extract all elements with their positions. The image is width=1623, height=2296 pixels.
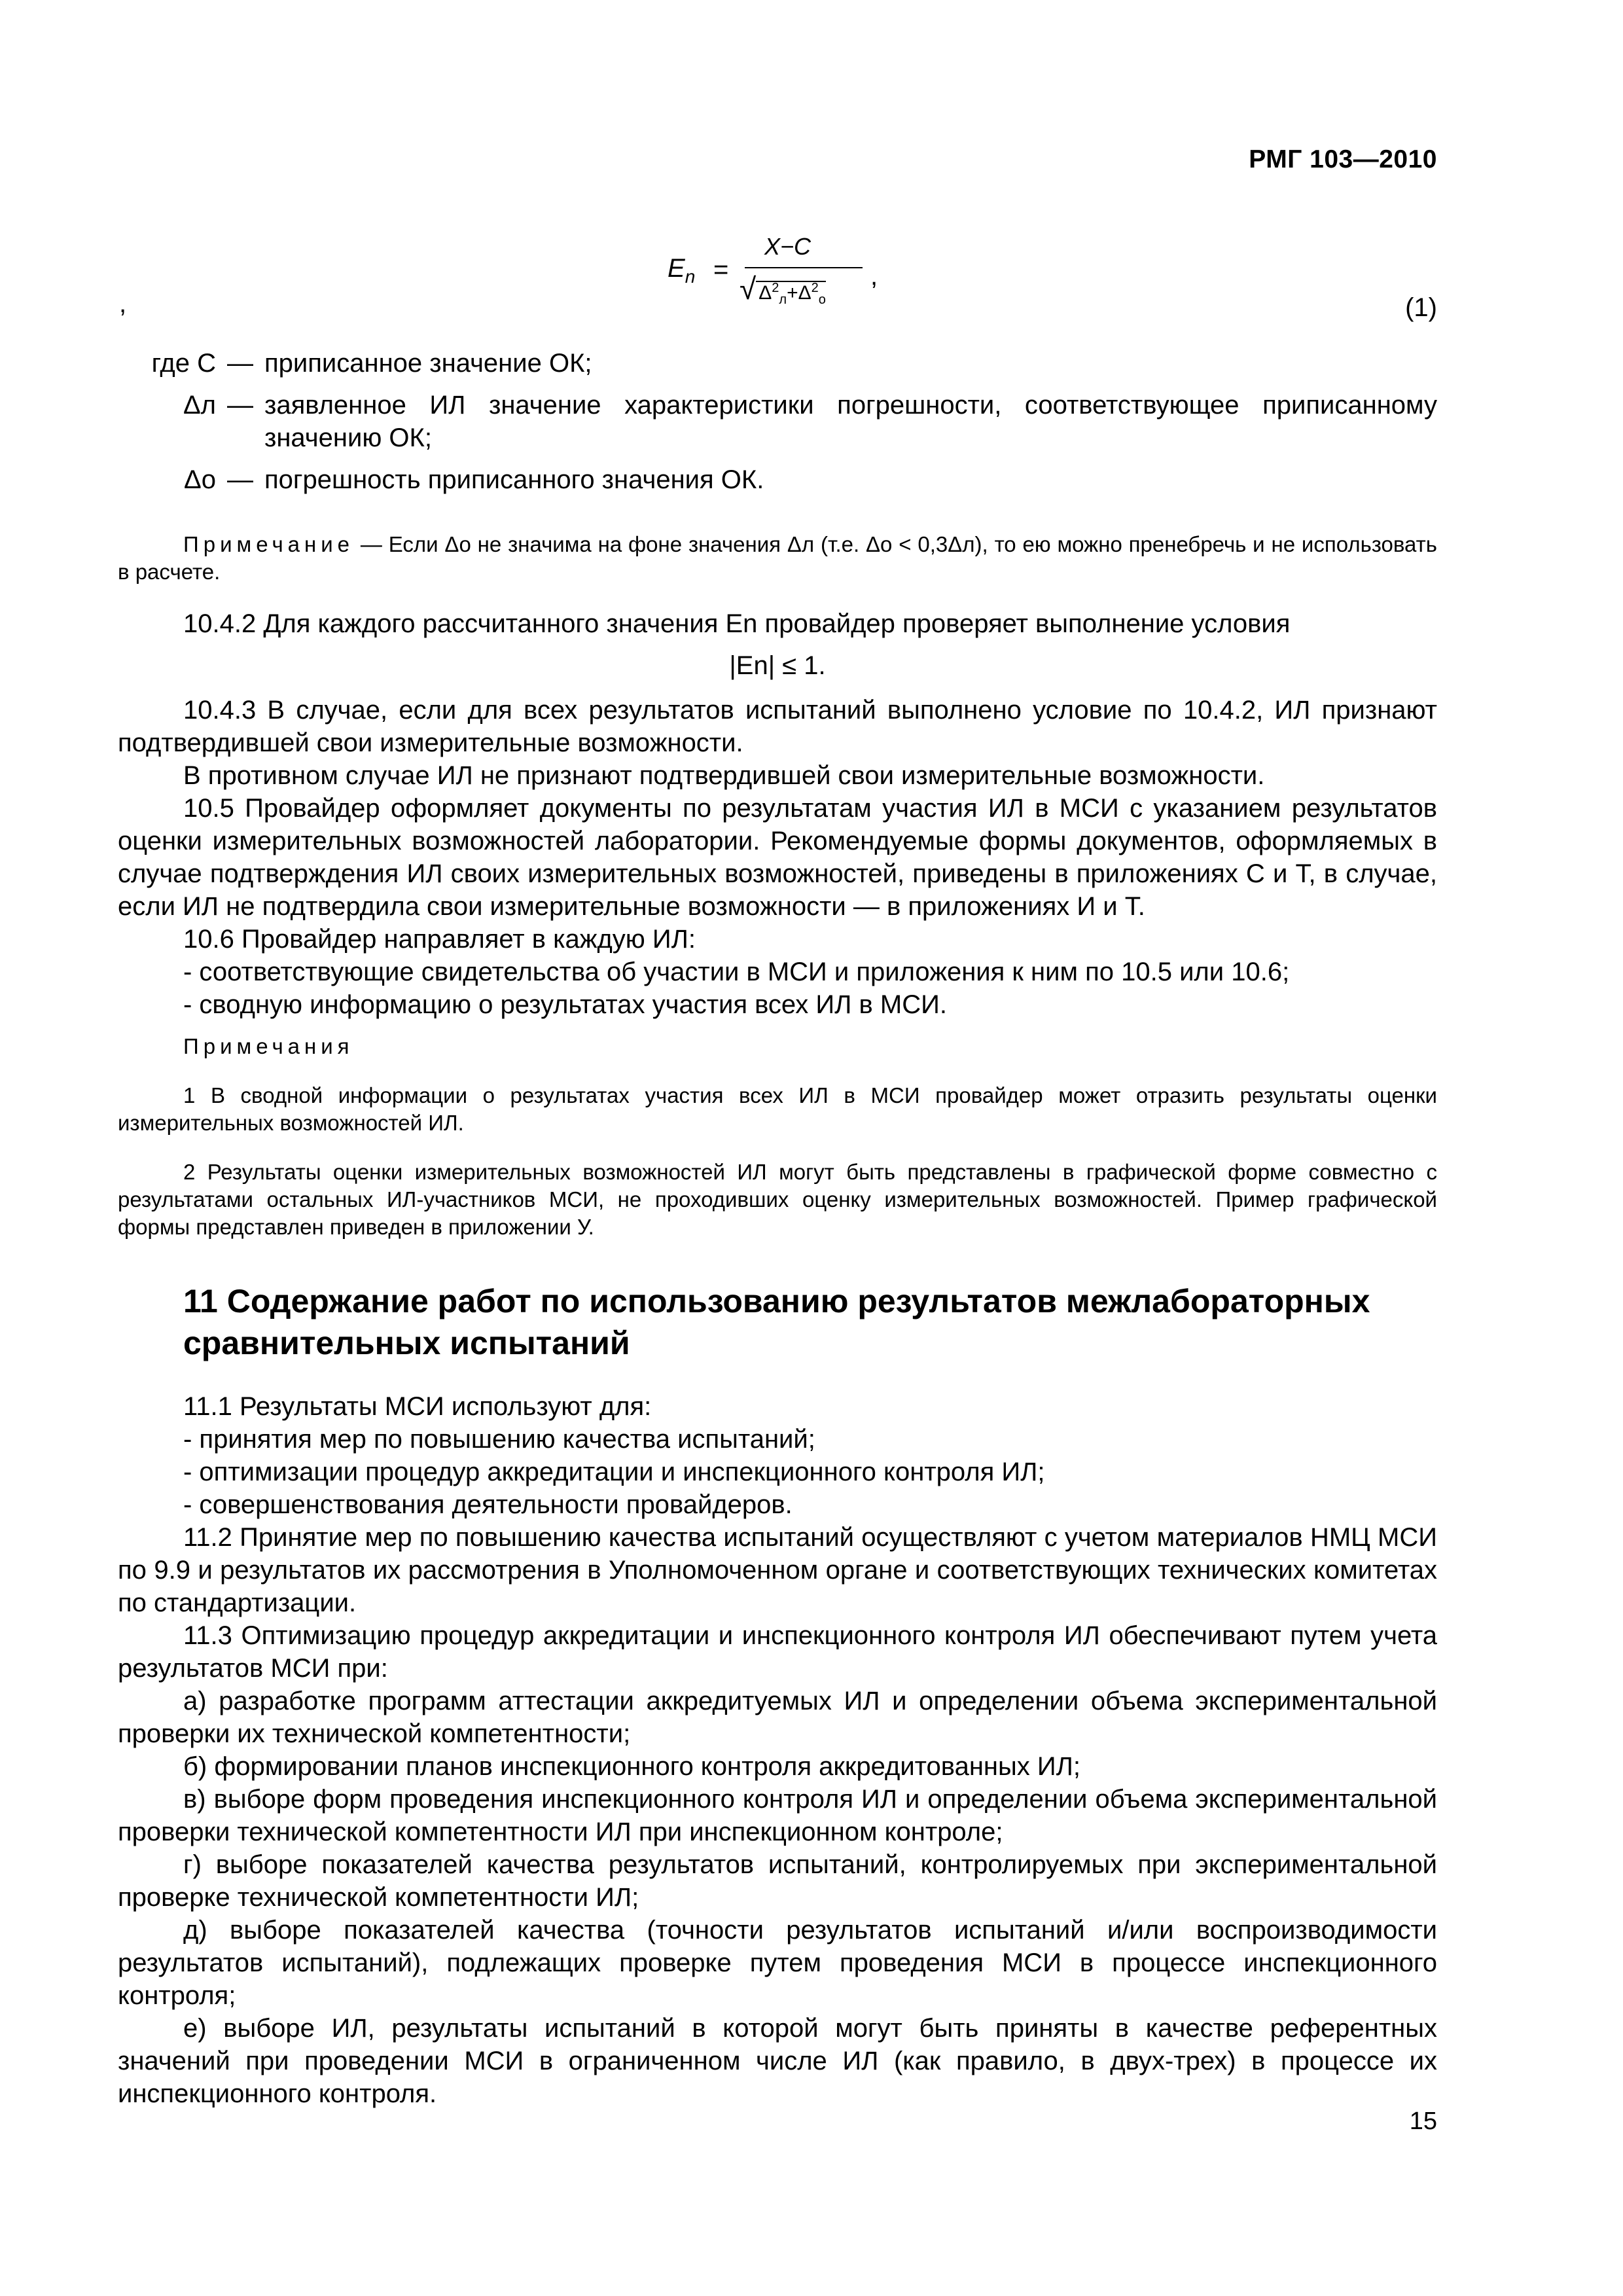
list-item: - оптимизации процедур аккредитации и инспекционного контроля ИЛ; bbox=[183, 1458, 1045, 1486]
condition-en: |En| ≤ 1. bbox=[729, 651, 826, 680]
para-11-3: 11.3 Оптимизацию процедур аккредитации и инспекционного контроля ИЛ обеспечивают путем учета результатов МСИ при: bbox=[118, 1621, 1437, 1683]
notes-label: Примечания bbox=[183, 1034, 354, 1058]
list-item: - сводную информацию о результатах участия всех ИЛ в МСИ. bbox=[183, 990, 947, 1019]
definition-dash: — bbox=[227, 465, 253, 494]
definition-item bbox=[118, 389, 1437, 454]
note-item: 1 В сводной информации о результатах участия всех ИЛ в МСИ провайдер может отразить результаты оценки измерительных возможностей ИЛ. bbox=[118, 1083, 1437, 1135]
body-upper bbox=[118, 509, 1437, 2110]
list-item: д) выборе показателей качества (точности результатов испытаний и/или воспроизводимости результатов испытаний), подлежащих проверке путем проведения МСИ в процессе инспекционного контроля; bbox=[118, 1916, 1437, 2010]
definition-text: погрешность приписанного значения ОК. bbox=[264, 465, 764, 494]
formula-trail-comma: , bbox=[870, 262, 878, 291]
list-item: - принятия мер по повышению качества испытаний; bbox=[183, 1425, 815, 1454]
equation-number: (1) bbox=[1405, 293, 1437, 322]
para-else: В противном случае ИЛ не признают подтвердившей свои измерительные возможности. bbox=[183, 761, 1265, 790]
para-11-1: 11.1 Результаты МСИ используют для: bbox=[183, 1392, 652, 1421]
list-item: в) выборе форм проведения инспекционного контроля ИЛ и определении объема экспериментальной проверки технической компетентности ИЛ при инспекционном контроле; bbox=[118, 1785, 1437, 1846]
list-item: - соответствующие свидетельства об участии в МСИ и приложения к ним по 10.5 или 10.6; bbox=[183, 958, 1290, 986]
para-10-5: 10.5 Провайдер оформляет документы по результатам участия ИЛ в МСИ с указанием результатов оценки измерительных возможностей лаборатории. Рекомендуемые формы документов, оформляемых в случае подтверждения ИЛ своих измерительных возможностей, приведены в приложениях С и Т, в случае, если ИЛ не подтвердила свои измерительные возможности — в приложениях И и Т. bbox=[118, 794, 1437, 921]
section-heading-line: 11 Содержание работ по использованию результатов межлабораторных bbox=[183, 1283, 1370, 1319]
note-label: Примечание bbox=[183, 532, 355, 556]
definition-item bbox=[118, 463, 1437, 496]
note-item: 2 Результаты оценки измерительных возможностей ИЛ могут быть представлены в графической форме совместно с результатами остальных ИЛ-участников МСИ, не проходивших оценку измерительных возможностей. Пример графической формы представлен приведен в приложении У. bbox=[118, 1160, 1437, 1239]
list-item: е) выборе ИЛ, результаты испытаний в которой могут быть приняты в качестве референтных значений при проведении МСИ в ограниченном числе ИЛ (как правило, в двух-трех) в процессе их инспекционного контроля. bbox=[118, 2014, 1437, 2108]
definition-symbol: где C bbox=[151, 349, 216, 378]
formula-lead-comma: , bbox=[119, 289, 127, 318]
document-id-header: РМГ 103—2010 bbox=[1249, 145, 1437, 173]
note-text: — Если Δо не значима на фоне значения Δл (т.е. Δо < 0,3Δл), то ею можно пренебречь и не использовать в расчете. bbox=[118, 532, 1437, 584]
formula-en bbox=[668, 233, 942, 325]
definition-symbol: Δо bbox=[184, 465, 216, 494]
list-item: б) формировании планов инспекционного контроля аккредитованных ИЛ; bbox=[183, 1752, 1080, 1781]
formula-denominator: √ $\Delta^2_л+\Delta^2_о$ bbox=[740, 272, 826, 307]
para-10-6: 10.6 Провайдер направляет в каждую ИЛ: bbox=[183, 925, 696, 954]
para-10-4-2: 10.4.2 Для каждого рассчитанного значения En провайдер проверяет выполнение условия bbox=[183, 609, 1291, 638]
para-11-2: 11.2 Принятие мер по повышению качества испытаний осуществляют с учетом материалов НМЦ МСИ по 9.9 и результатов их рассмотрения в Уполномоченном органе и соответствующих технических комитетах по стандартизации. bbox=[118, 1523, 1437, 1617]
formula-lhs: $E_n$ bbox=[668, 254, 696, 287]
note-1 bbox=[118, 531, 1437, 586]
definition-text: приписанное значение ОК; bbox=[264, 349, 592, 378]
list-item: г) выборе показателей качества результатов испытаний, контролируемых при экспериментальной проверке технической компетентности ИЛ; bbox=[118, 1850, 1437, 1912]
section-11-heading bbox=[183, 1280, 1427, 1364]
section-heading-line: сравнительных испытаний bbox=[183, 1325, 630, 1361]
page-number: 15 bbox=[1409, 2108, 1437, 2135]
list-item: а) разработке программ аттестации аккредитуемых ИЛ и определении объема экспериментальной проверки их технической компетентности; bbox=[118, 1687, 1437, 1748]
definition-symbol: Δл bbox=[183, 391, 216, 420]
definition-dash: — bbox=[227, 391, 253, 420]
definitions-list bbox=[118, 347, 1437, 505]
definition-dash: — bbox=[227, 349, 253, 378]
definition-item bbox=[118, 347, 1437, 380]
para-10-4-3: 10.4.3 В случае, если для всех результатов испытаний выполнено условие по 10.4.2, ИЛ признают подтвердившей свои измерительные возможности. bbox=[118, 696, 1437, 757]
formula-equals: = bbox=[713, 255, 729, 284]
formula-numerator: X−C bbox=[764, 233, 812, 260]
formula-fraction-bar bbox=[745, 267, 863, 268]
definition-text: заявленное ИЛ значение характеристики погрешности, соответствующее приписанному значению ОК; bbox=[264, 391, 1437, 452]
list-item: - совершенствования деятельности провайдеров. bbox=[183, 1490, 793, 1519]
